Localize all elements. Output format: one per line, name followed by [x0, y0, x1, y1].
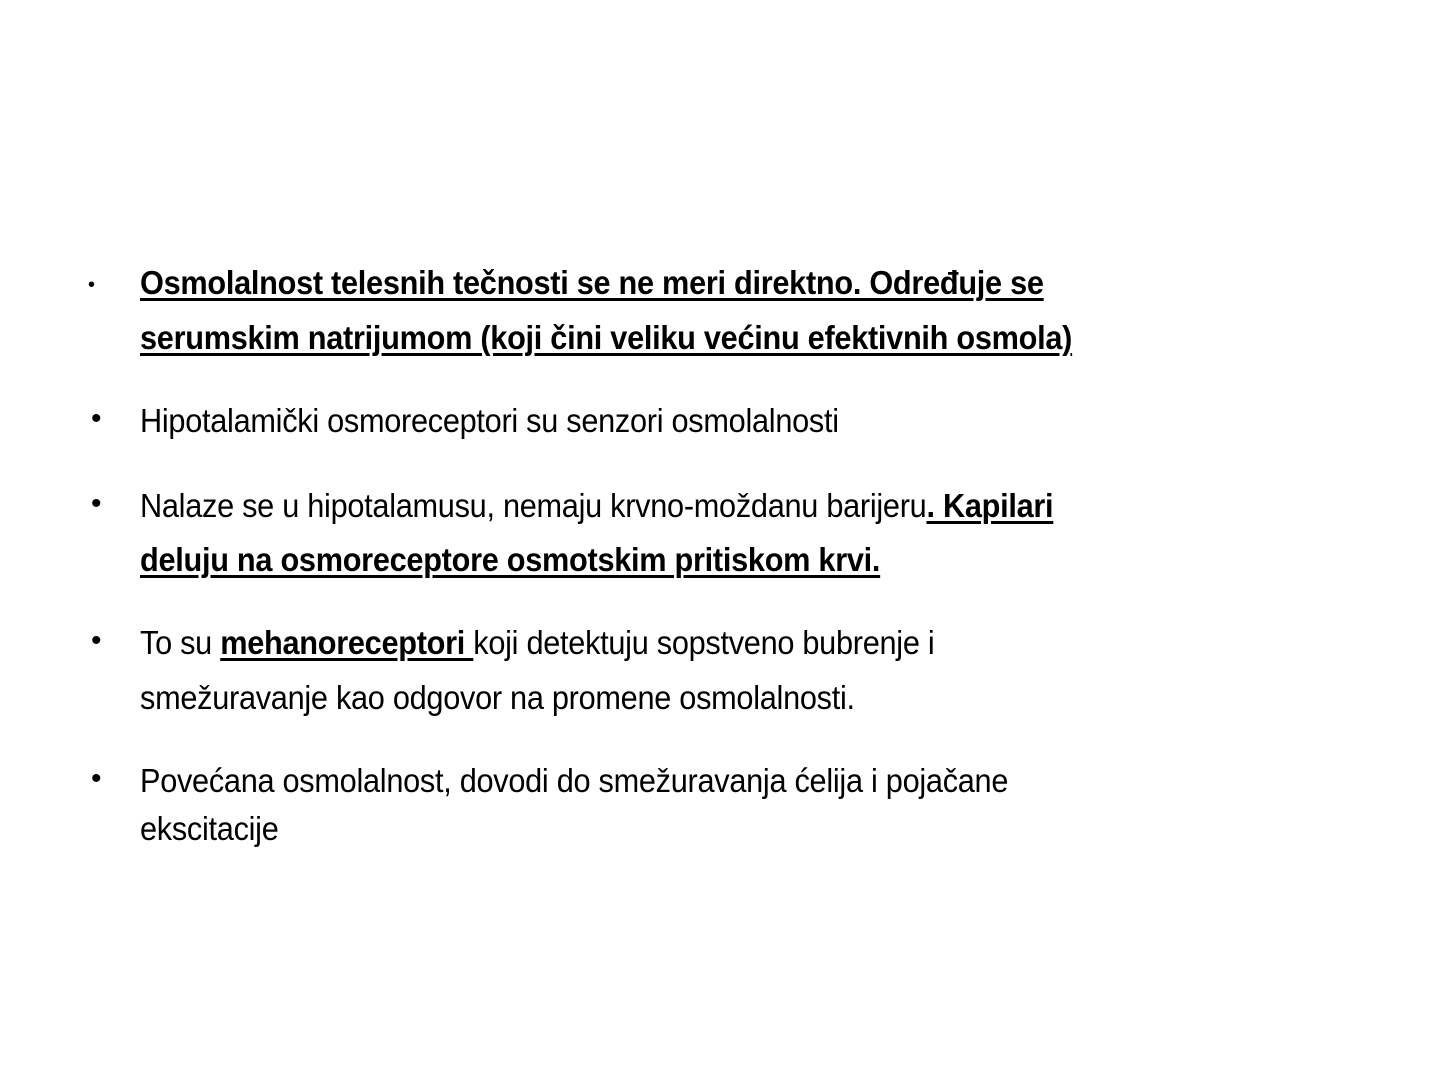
bullet-5-line-1 — [140, 762, 1008, 800]
bullet-1-line-1 — [140, 264, 1044, 302]
bullet-3-text: Nalaze se u hipotalamusu, nemaju krvno-moždanu barijeru — [140, 487, 927, 524]
bullet-3-line-2 — [140, 541, 880, 579]
bullet-4-emphasis: mehanoreceptori — [220, 624, 474, 661]
bullet-icon: • — [91, 762, 102, 795]
bullet-3-line-1 — [140, 487, 1053, 525]
bullet-2-line-1 — [140, 402, 839, 440]
bullet-icon: • — [91, 487, 102, 520]
bullet-icon: • — [88, 274, 96, 296]
bullet-5-line-2 — [140, 810, 279, 848]
bullet-1-text: serumskim natrijumom (koji čini veliku većinu efektivnih osmola) — [140, 319, 1073, 356]
bullet-4-line-2 — [140, 679, 855, 717]
bullet-2-text: Hipotalamički osmoreceptori su senzori osmolalnosti — [140, 402, 839, 439]
bullet-icon: • — [91, 402, 102, 435]
bullet-4-text: koji detektuju sopstveno bubrenje i — [473, 624, 935, 661]
bullet-1-text: Osmolalnost telesnih tečnosti se ne meri direktno. Određuje se — [140, 264, 1044, 301]
bullet-4-text: To su — [140, 624, 221, 661]
bullet-icon: • — [91, 624, 102, 657]
bullet-5-text: ekscitacije — [140, 810, 279, 847]
bullet-1-line-2 — [140, 319, 1072, 357]
bullet-3-emphasis: deluju na osmoreceptore osmotskim pritiskom krvi. — [140, 541, 881, 578]
bullet-4-text: smežuravanje kao odgovor na promene osmolalnosti. — [140, 679, 855, 716]
bullet-3-emphasis: . Kapilari — [926, 487, 1054, 524]
bullet-4-line-1 — [140, 624, 934, 662]
bullet-5-text: Povećana osmolalnost, dovodi do smežuravanja ćelija i pojačane — [140, 762, 1009, 799]
